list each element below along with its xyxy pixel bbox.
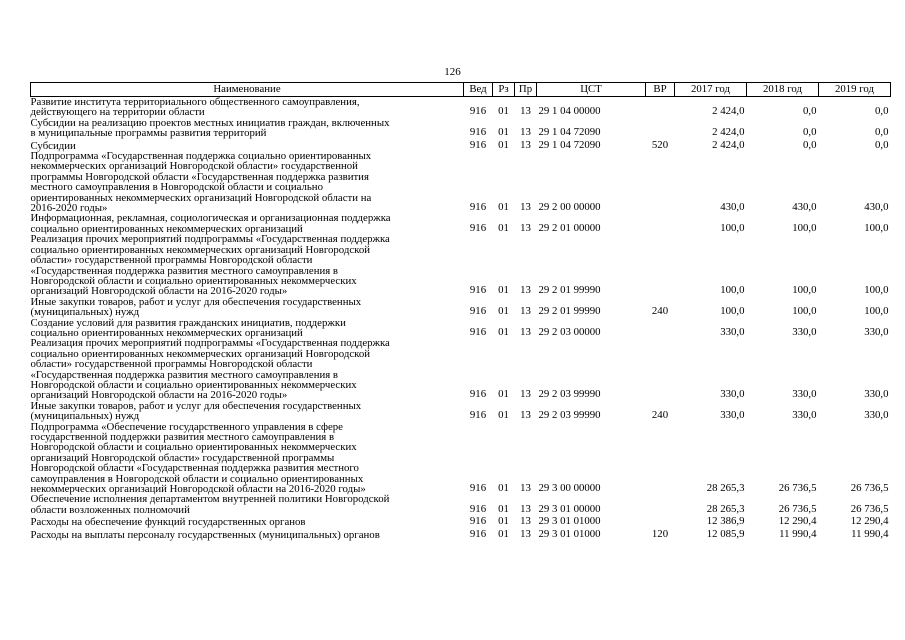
row-name-line: Новгородской области и социально ориентированных некоммерческих xyxy=(30,378,357,391)
row-name-line: организаций Новгородской области на 2016-2020 годы» xyxy=(30,389,288,402)
row-vr-cell xyxy=(646,151,675,213)
row-ved-cell: 916 xyxy=(469,515,487,528)
row-ved-cell: 916 xyxy=(469,482,487,495)
row-vr-cell xyxy=(646,338,675,400)
page-number xyxy=(0,66,905,78)
row-name-line: Расходы на обеспечение функций государственных органов xyxy=(30,516,306,529)
row-pr-cell: 13 xyxy=(520,388,531,401)
row-2019-cell: 330,0 xyxy=(864,388,889,401)
row-pr-cell: 13 xyxy=(520,138,531,151)
row-pr-cell: 13 xyxy=(520,502,531,515)
row-2019-cell: 430,0 xyxy=(864,201,889,214)
row-rz-cell: 01 xyxy=(498,126,509,139)
row-cst-cell: 29 2 00 00000 xyxy=(538,201,601,214)
row-rz-cell: 01 xyxy=(498,201,509,214)
row-name-cell xyxy=(31,494,464,515)
row-vr-cell: 240 xyxy=(651,305,669,318)
row-name-line: в муниципальные программы развития территорий xyxy=(30,127,267,140)
row-ved-cell: 916 xyxy=(469,201,487,214)
header-ved: Вед xyxy=(464,83,493,97)
row-2018-cell: 330,0 xyxy=(792,388,817,401)
row-cst-cell: 29 3 00 00000 xyxy=(538,482,601,495)
row-name-line: Подпрограмма «Государственная поддержка социально ориентированных xyxy=(30,150,372,163)
row-cst-cell: 29 2 03 99990 xyxy=(538,388,601,401)
table-row xyxy=(31,494,891,515)
row-2019-cell: 0,0 xyxy=(875,126,889,139)
row-2018-cell: 0,0 xyxy=(803,105,817,118)
row-name-line: области» государственной программы Новгородской области xyxy=(30,358,313,371)
table-row xyxy=(31,151,891,213)
row-name-cell xyxy=(31,422,464,495)
row-name-line: Новгородской области и социально ориентированных некоммерческих xyxy=(30,274,357,287)
row-cst-cell: 29 1 04 00000 xyxy=(538,105,601,118)
row-pr-cell: 13 xyxy=(520,221,531,234)
row-vr-cell: 240 xyxy=(651,409,669,422)
row-cst-cell: 29 2 01 99990 xyxy=(538,284,601,297)
table-body xyxy=(31,97,891,541)
row-rz-cell: 01 xyxy=(498,221,509,234)
row-2019-cell: 330,0 xyxy=(864,409,889,422)
row-2019-cell: 100,0 xyxy=(864,221,889,234)
row-2017-cell: 12 386,9 xyxy=(706,515,745,528)
row-name-line: социально ориентированных некоммерческих организаций Новгородской xyxy=(30,243,371,256)
row-name-line: действующего на территории области xyxy=(30,106,205,119)
table-row xyxy=(31,234,891,296)
row-2017-cell: 430,0 xyxy=(720,201,745,214)
row-cst-cell: 29 2 03 99990 xyxy=(538,409,601,422)
row-name-line: Развитие института территориального общественного самоуправления, xyxy=(30,96,360,108)
budget-table xyxy=(30,82,891,540)
row-vr-cell: 520 xyxy=(651,138,669,151)
row-2018-cell: 12 290,4 xyxy=(778,515,817,528)
row-ved-cell: 916 xyxy=(469,388,487,401)
header-name: Наименование xyxy=(31,83,464,97)
row-rz-cell: 01 xyxy=(498,502,509,515)
row-pr-cell: 13 xyxy=(520,284,531,297)
row-2017-cell: 100,0 xyxy=(720,305,745,318)
row-rz-cell: 01 xyxy=(498,138,509,151)
row-pr-cell: 13 xyxy=(520,126,531,139)
row-name-cell xyxy=(31,515,464,527)
row-name-line: программы Новгородской области «Государственная поддержка развития xyxy=(30,170,369,183)
row-name-line: Субсидии на реализацию проектов местных инициатив граждан, включенных xyxy=(30,116,390,129)
row-2018-cell: 100,0 xyxy=(792,305,817,318)
row-name-line: социально ориентированных некоммерческих организаций xyxy=(30,326,303,339)
row-rz-cell: 01 xyxy=(498,325,509,338)
row-name-cell xyxy=(31,97,464,118)
row-rz-cell: 01 xyxy=(498,105,509,118)
row-cst-cell: 29 3 01 01000 xyxy=(538,515,601,528)
row-cst-cell: 29 2 03 00000 xyxy=(538,325,601,338)
row-rz-cell: 01 xyxy=(498,388,509,401)
row-name-line: организаций Новгородской области на 2016-2020 годы» xyxy=(30,285,288,298)
row-name-line: Субсидии xyxy=(30,139,76,152)
row-name-line: (муниципальных) нужд xyxy=(30,410,140,423)
row-pr-cell: 13 xyxy=(520,527,531,540)
row-2018-cell: 26 736,5 xyxy=(778,502,817,515)
row-name-line: ориентированных некоммерческих организаций Новгородской области на xyxy=(30,191,372,204)
row-vr-cell xyxy=(646,234,675,296)
row-name-line: организаций Новгородской области» государственной программы xyxy=(30,451,335,464)
row-2018-cell: 26 736,5 xyxy=(778,482,817,495)
row-pr-cell: 13 xyxy=(520,201,531,214)
row-name-line: социально ориентированных некоммерческих организаций Новгородской xyxy=(30,347,371,360)
row-2017-cell: 330,0 xyxy=(720,325,745,338)
table-row xyxy=(31,401,891,422)
table-row xyxy=(31,318,891,339)
row-vr-cell xyxy=(646,213,675,234)
row-name-line: социально ориентированных некоммерческих организаций xyxy=(30,222,303,235)
row-rz-cell: 01 xyxy=(498,305,509,318)
row-name-line: «Государственная поддержка развития местного самоуправления в xyxy=(30,368,339,381)
row-name-line: самоуправления в Новгородской области и социально ориентированных xyxy=(30,472,364,485)
row-rz-cell: 01 xyxy=(498,515,509,528)
row-name-line: Создание условий для развития гражданских инициатив, поддержки xyxy=(30,316,346,329)
header-rz: Рз xyxy=(493,83,515,97)
row-name-line: некоммерческих организаций Новгородской области на 2016-2020 годы» xyxy=(30,483,366,496)
table-row xyxy=(31,297,891,318)
row-vr-cell xyxy=(646,118,675,139)
row-name-cell xyxy=(31,297,464,318)
header-cst: ЦСТ xyxy=(537,83,646,97)
row-name-cell xyxy=(31,528,464,540)
row-2019-cell: 11 990,4 xyxy=(851,527,889,540)
row-ved-cell: 916 xyxy=(469,409,487,422)
row-2019-cell: 100,0 xyxy=(864,284,889,297)
row-name-line: области возложенных полномочий xyxy=(30,503,190,516)
row-2018-cell: 330,0 xyxy=(792,325,817,338)
row-2019-cell: 100,0 xyxy=(864,305,889,318)
row-ved-cell: 916 xyxy=(469,305,487,318)
row-2017-cell: 2 424,0 xyxy=(712,105,745,118)
row-2018-cell: 330,0 xyxy=(792,409,817,422)
row-name-line: Иные закупки товаров, работ и услуг для обеспечения государственных xyxy=(30,399,362,412)
row-cst-cell: 29 1 04 72090 xyxy=(538,138,601,151)
row-name-line: 2016-2020 годы» xyxy=(30,202,108,215)
table-row xyxy=(31,338,891,400)
row-2017-cell: 12 085,9 xyxy=(706,527,745,540)
table-row xyxy=(31,515,891,527)
row-2017-cell: 28 265,3 xyxy=(706,482,745,495)
row-2018-cell: 100,0 xyxy=(792,221,817,234)
row-2018-cell: 0,0 xyxy=(803,138,817,151)
row-2018-cell: 100,0 xyxy=(792,284,817,297)
row-ved-cell: 916 xyxy=(469,138,487,151)
row-pr-cell: 13 xyxy=(520,409,531,422)
row-ved-cell: 916 xyxy=(469,325,487,338)
header-2019: 2019 год xyxy=(819,83,891,97)
row-ved-cell: 916 xyxy=(469,221,487,234)
row-name-cell xyxy=(31,401,464,422)
row-2019-cell: 26 736,5 xyxy=(850,482,889,495)
row-vr-cell: 120 xyxy=(651,527,669,540)
row-name-line: некоммерческих организаций Новгородской области» государственной xyxy=(30,160,358,173)
table-row xyxy=(31,97,891,118)
row-name-line: Подпрограмма «Обеспечение государственного управления в сфере xyxy=(30,420,343,433)
row-vr-cell xyxy=(646,494,675,515)
row-ved-cell: 916 xyxy=(469,284,487,297)
row-2017-cell: 330,0 xyxy=(720,409,745,422)
row-name-cell xyxy=(31,213,464,234)
row-pr-cell: 13 xyxy=(520,305,531,318)
header-vr: ВР xyxy=(646,83,675,97)
row-2017-cell: 2 424,0 xyxy=(712,138,745,151)
row-cst-cell: 29 2 01 99990 xyxy=(538,305,601,318)
row-ved-cell: 916 xyxy=(469,126,487,139)
row-ved-cell: 916 xyxy=(469,527,487,540)
row-name-line: Новгородской области и социально ориентированных некоммерческих xyxy=(30,441,357,454)
row-2019-cell: 26 736,5 xyxy=(850,502,889,515)
row-cst-cell: 29 3 01 00000 xyxy=(538,502,601,515)
row-name-line: «Государственная поддержка развития местного самоуправления в xyxy=(30,264,339,277)
row-pr-cell: 13 xyxy=(520,325,531,338)
row-name-cell xyxy=(31,338,464,400)
row-2018-cell: 0,0 xyxy=(803,126,817,139)
row-name-cell xyxy=(31,234,464,296)
row-cst-cell: 29 3 01 01000 xyxy=(538,527,601,540)
row-pr-cell: 13 xyxy=(520,482,531,495)
row-cst-cell: 29 1 04 72090 xyxy=(538,126,601,139)
row-2017-cell: 100,0 xyxy=(720,221,745,234)
row-name-line: Расходы на выплаты персоналу государственных (муниципальных) органов xyxy=(30,528,380,541)
row-rz-cell: 01 xyxy=(498,284,509,297)
row-name-cell xyxy=(31,118,464,139)
table-row xyxy=(31,118,891,139)
row-name-cell xyxy=(31,318,464,339)
row-pr-cell: 13 xyxy=(520,105,531,118)
header-2017: 2017 год xyxy=(675,83,747,97)
row-vr-cell xyxy=(646,422,675,495)
row-name-line: Иные закупки товаров, работ и услуг для обеспечения государственных xyxy=(30,295,362,308)
table-header-row xyxy=(31,83,891,97)
row-name-line: Реализация прочих мероприятий подпрограммы «Государственная поддержка xyxy=(30,233,390,246)
row-name-line: местного самоуправления в Новгородской области и социально xyxy=(30,181,323,194)
row-2019-cell: 12 290,4 xyxy=(850,515,889,528)
row-name-line: государственной поддержки развития местного самоуправления в xyxy=(30,431,335,443)
row-vr-cell xyxy=(646,318,675,339)
header-2018: 2018 год xyxy=(747,83,819,97)
row-2019-cell: 0,0 xyxy=(875,138,889,151)
table-row xyxy=(31,422,891,495)
page-number-text: 126 xyxy=(444,66,461,78)
row-ved-cell: 916 xyxy=(469,502,487,515)
row-name-line: области» государственной программы Новгородской области xyxy=(30,254,313,267)
header-pr: Пр xyxy=(515,83,537,97)
row-rz-cell: 01 xyxy=(498,527,509,540)
row-2018-cell: 430,0 xyxy=(792,201,817,214)
row-name-line: Обеспечение исполнения департаментом внутренней политики Новгородской xyxy=(30,493,390,506)
row-rz-cell: 01 xyxy=(498,482,509,495)
row-2019-cell: 0,0 xyxy=(875,105,889,118)
row-vr-cell xyxy=(646,515,675,527)
row-vr-cell xyxy=(646,97,675,118)
row-2019-cell: 330,0 xyxy=(864,325,889,338)
row-2017-cell: 330,0 xyxy=(720,388,745,401)
row-rz-cell: 01 xyxy=(498,409,509,422)
row-name-line: Информационная, рекламная, социологическая и организационная поддержка xyxy=(30,212,391,225)
table-row xyxy=(31,213,891,234)
row-ved-cell: 916 xyxy=(469,105,487,118)
row-2017-cell: 28 265,3 xyxy=(706,502,745,515)
row-2017-cell: 100,0 xyxy=(720,284,745,297)
row-pr-cell: 13 xyxy=(520,515,531,528)
table-row xyxy=(31,528,891,540)
row-cst-cell: 29 2 01 00000 xyxy=(538,221,601,234)
row-name-line: Реализация прочих мероприятий подпрограммы «Государственная поддержка xyxy=(30,337,390,350)
row-name-line: Новгородской области «Государственная поддержка развития местного xyxy=(30,462,359,475)
row-name-cell xyxy=(31,151,464,213)
row-2018-cell: 11 990,4 xyxy=(779,527,817,540)
row-name-line: (муниципальных) нужд xyxy=(30,306,140,319)
row-2017-cell: 2 424,0 xyxy=(712,126,745,139)
